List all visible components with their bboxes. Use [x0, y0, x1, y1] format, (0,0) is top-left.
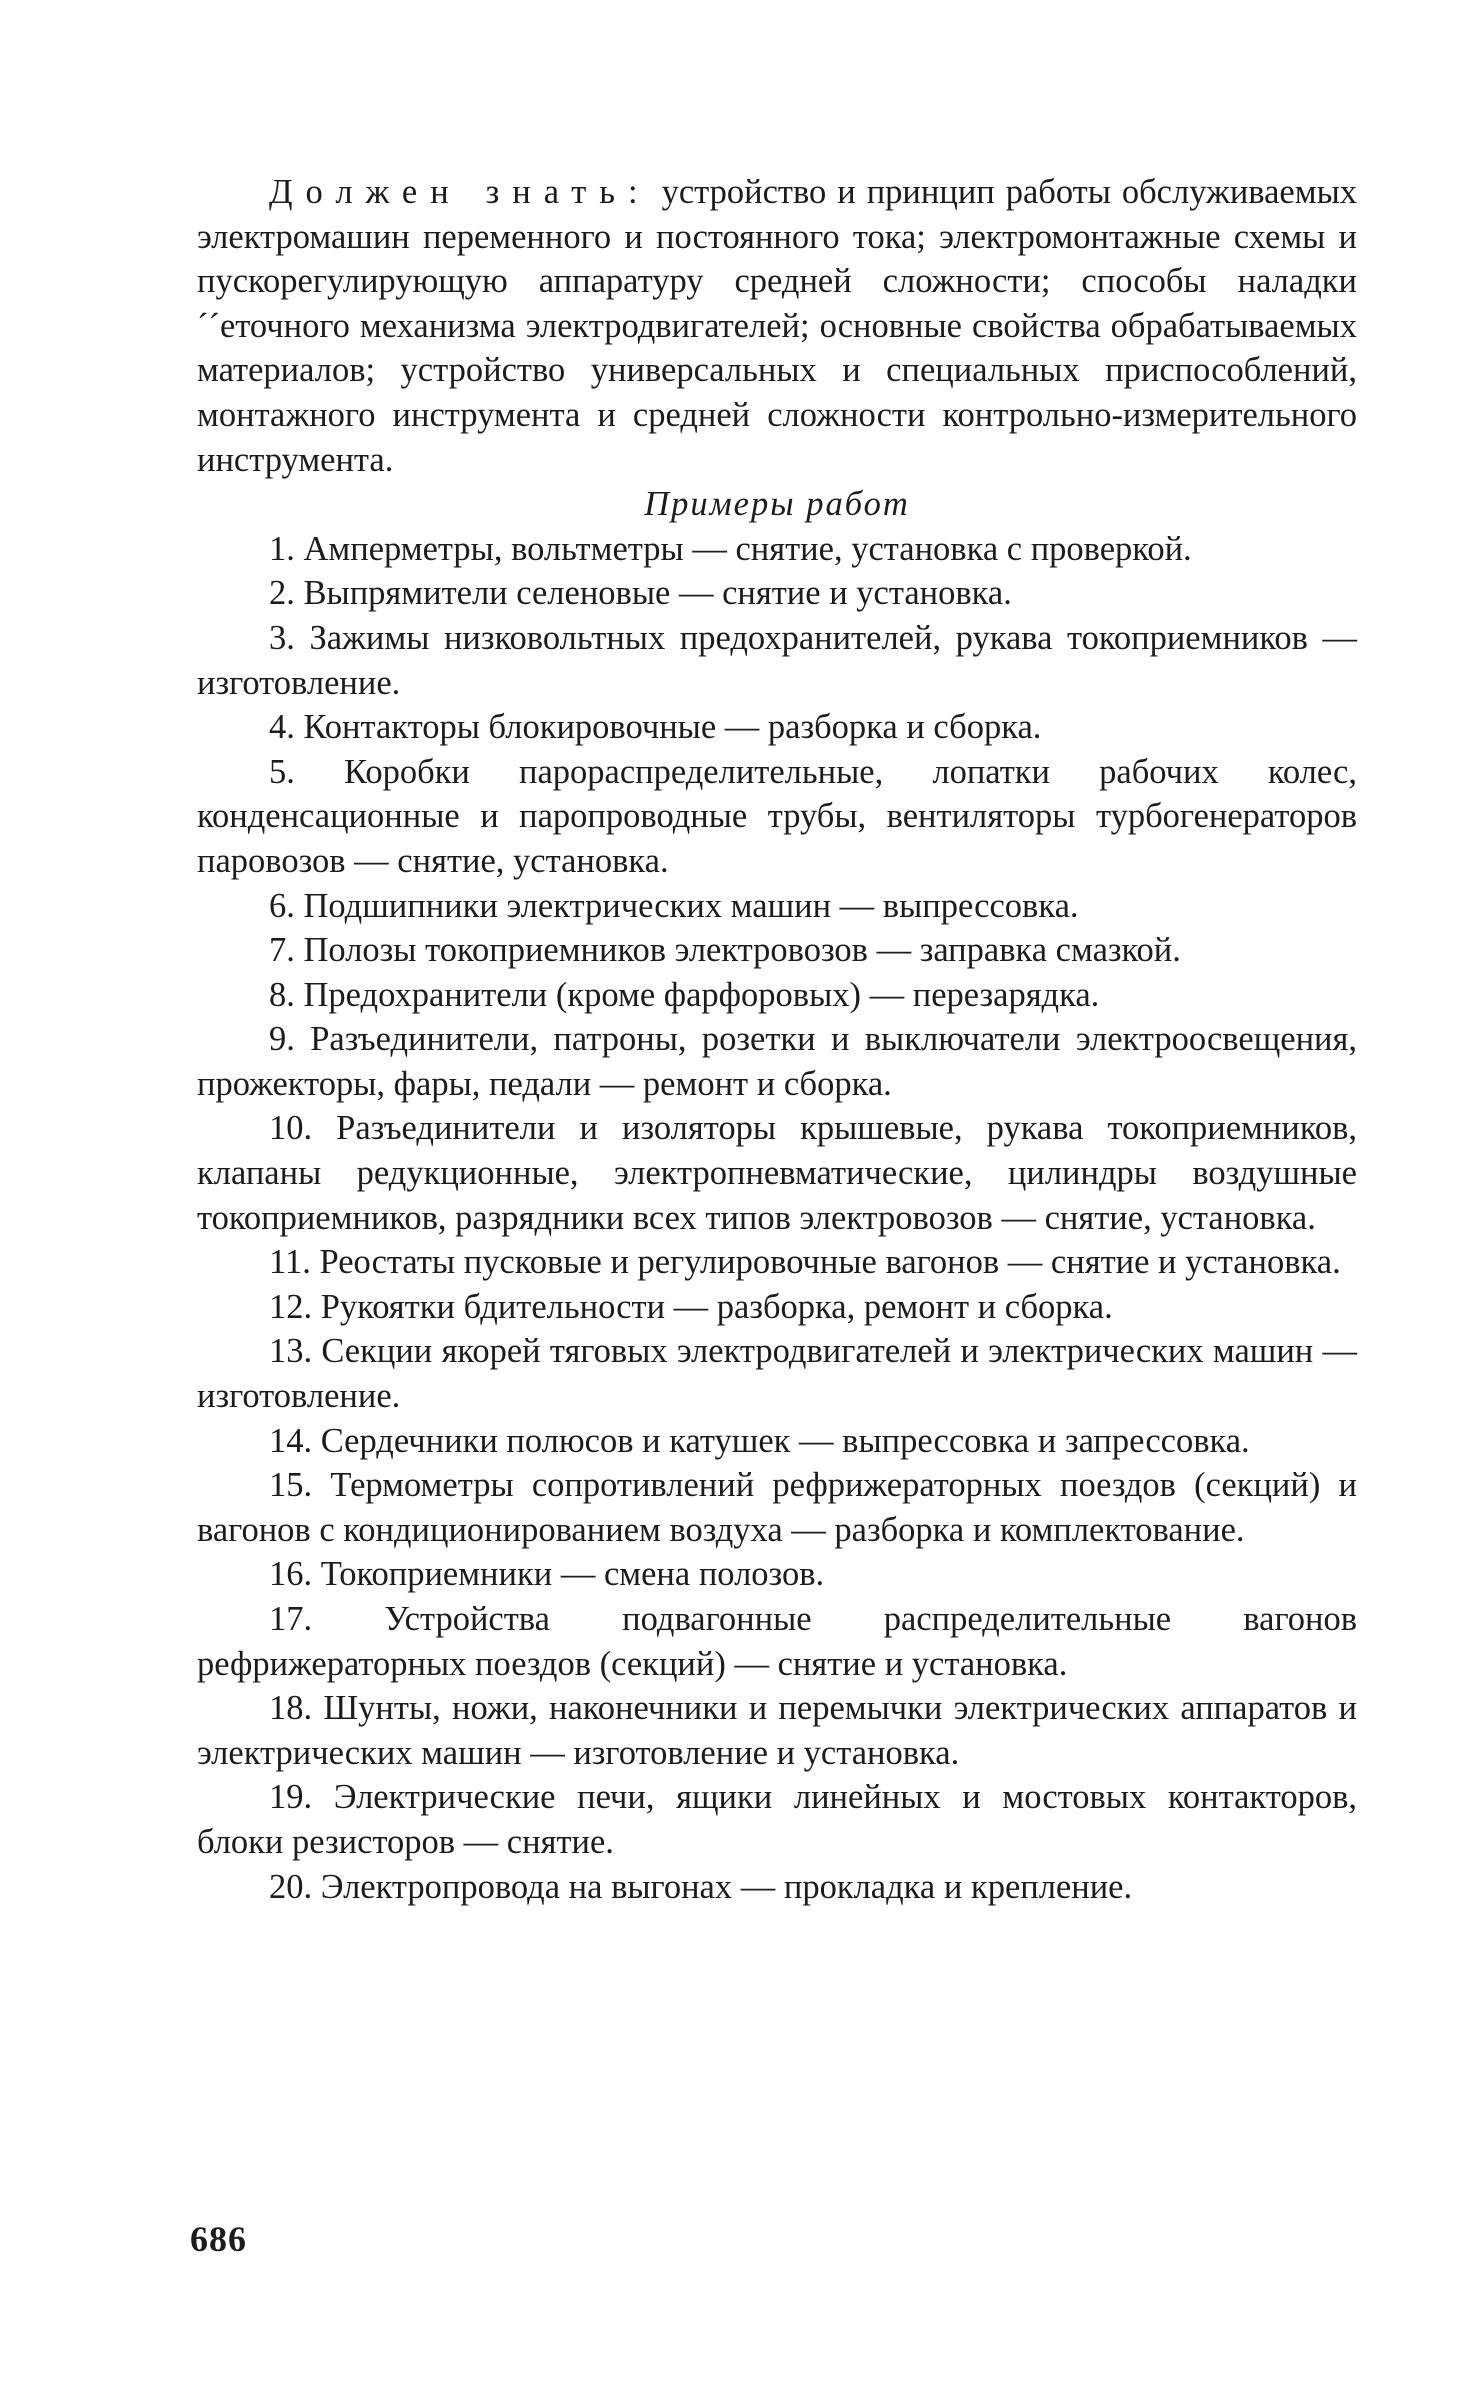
list-item: 12. Рукоятки бдительности — разборка, ремонт и сборка.: [269, 1287, 1113, 1326]
page-number: 686: [190, 2219, 247, 2259]
work-examples-list: [197, 527, 1357, 1909]
page-body: [197, 170, 1357, 1909]
list-item: 15. Термометры сопротивлений рефрижераторных поездов (секций) и вагонов с кондиционированием воздуха — разборка и комплектование.: [197, 1466, 1357, 1549]
list-item: 2. Выпрямители селеновые — снятие и установка.: [269, 574, 1012, 613]
list-item: 6. Подшипники электрических машин — выпрессовка.: [269, 886, 1079, 925]
section-heading: Примеры работ: [644, 485, 910, 524]
list-item: 11. Реостаты пусковые и регулировочные вагонов — снятие и установка.: [269, 1243, 1341, 1282]
list-item: 17. Устройства подвагонные распределительные вагонов рефрижераторных поездов (секций) — снятие и установка.: [197, 1600, 1357, 1683]
list-item: 3. Зажимы низковольтных предохранителей, рукава токоприемников — изготовление.: [197, 618, 1357, 702]
intro-paragraph: [197, 170, 1357, 482]
list-item: 1. Амперметры, вольтметры — снятие, установка с проверкой.: [269, 529, 1192, 568]
list-item: 5. Коробки парораспределительные, лопатки рабочих колес, конденсационные и паропроводные трубы, вентиляторы турбогенераторов паровозов — снятие, установка.: [197, 752, 1357, 880]
intro-text: устройство и принцип работы обслуживаемых электромашин переменного и постоянного тока; электромонтажные схемы и пускорегулирующую аппаратуру средней сложности; способы наладки ´´еточного механизма электродвигателей; основные свойства обрабатываемых материалов; устройство универсальных и специальных приспособлений, монтажного инструмента и средней сложности контрольно-измерительного инструмента.: [197, 173, 1358, 479]
list-item: 18. Шунты, ножи, наконечники и перемычки электрических аппаратов и электрических машин — изготовление и установка.: [197, 1689, 1357, 1772]
list-item: 7. Полозы токоприемников электровозов — заправка смазкой.: [269, 931, 1181, 970]
list-item: 10. Разъединители и изоляторы крышевые, рукава токоприемников, клапаны редукционные, электропневматические, цилиндры воздушные токоприемников, разрядники всех типов электровозов — снятие, установка.: [197, 1109, 1357, 1237]
list-item: 16. Токоприемники — смена полозов.: [269, 1555, 825, 1594]
list-item: 19. Электрические печи, ящики линейных и мостовых контакторов, блоки резисторов — снятие.: [197, 1778, 1357, 1861]
list-item: 20. Электропровода на выгонах — прокладка и крепление.: [269, 1867, 1133, 1906]
list-item: 4. Контакторы блокировочные — разборка и сборка.: [269, 708, 1042, 747]
list-item: 8. Предохранители (кроме фарфоровых) — перезарядка.: [269, 975, 1100, 1014]
list-item: 9. Разъединители, патроны, розетки и выключатели электроосвещения, прожекторы, фары, педали — ремонт и сборка.: [197, 1020, 1357, 1103]
list-item: 13. Секции якорей тяговых электродвигателей и электрических машин — изготовление.: [197, 1332, 1357, 1416]
list-item: 14. Сердечники полюсов и катушек — выпрессовка и запрессовка.: [269, 1421, 1250, 1460]
intro-lead: Должен знать:: [269, 173, 651, 211]
